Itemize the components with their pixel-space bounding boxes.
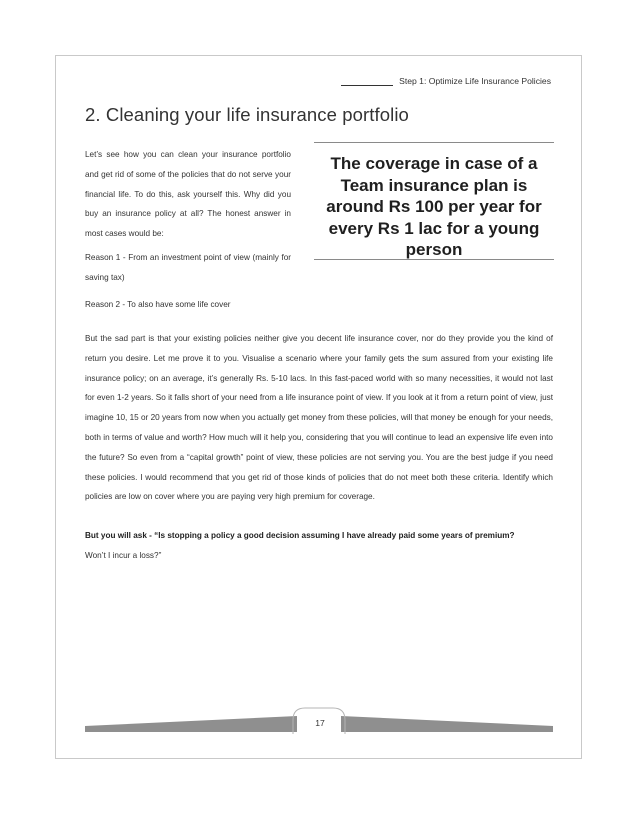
footer-bar-right: [341, 716, 553, 732]
footer-bar-left: [85, 716, 297, 732]
intro-paragraph: Let’s see how you can clean your insurance portfolio and get rid of some of the policies that do not serve your financial life. To do this, ask yourself this. Why did you buy an insurance policy at all? The honest answer in most cases would be:: [85, 150, 291, 239]
page-number: 17: [315, 718, 325, 728]
section-title: 2. Cleaning your life insurance portfolio: [85, 104, 409, 125]
reason-two: Reason 2 - To also have some life cover: [85, 300, 231, 309]
pull-quote-text: The coverage in case of a Team insurance plan is around Rs 100 per year for every Rs 1 lac for a young person: [326, 154, 542, 259]
body-paragraph: But the sad part is that your existing policies neither give you decent life insurance cover, nor do they provide you the kind of return you desire. Let me prove it to you. Visualise a scenario where your family gets the sum assured from your existing life insurance policy; on an average, it’s generally Rs. 5-10 lacs. In this fast-paced world with so many necessities, it would not last for even 1-2 years. So it falls short of your need from a life insurance point of view. If you look at it from a return point of view, just imagine 10, 15 or 20 years from now when you actually get money from these policies, will that money be enough for your needs, both in terms of value and worth? How much will it help you, considering that you will continue to lead an expensive life even into the future? So even from a “capital growth” point of view, these policies are not serving you. You are the best judge if you need these policies. I would recommend that you get rid of those kinds of policies that do not meet both these criteria. Identify which policies are low on cover where you are paying very high premium for coverage.: [85, 334, 553, 502]
header-section-title: Step 1: Optimize Life Insurance Policies: [399, 76, 551, 86]
intro-column: [85, 145, 291, 288]
reason-one: Reason 1 - From an investment point of view (mainly for saving tax): [85, 252, 291, 282]
running-header: [341, 76, 551, 86]
question-rest-text: Won’t I incur a loss?”: [85, 550, 162, 560]
question-bold-text: But you will ask - “Is stopping a policy a good decision assuming I have already paid some years of premium?: [85, 531, 515, 540]
question-paragraph: [85, 526, 553, 566]
pull-quote: [314, 142, 554, 260]
header-rule: [341, 77, 393, 86]
